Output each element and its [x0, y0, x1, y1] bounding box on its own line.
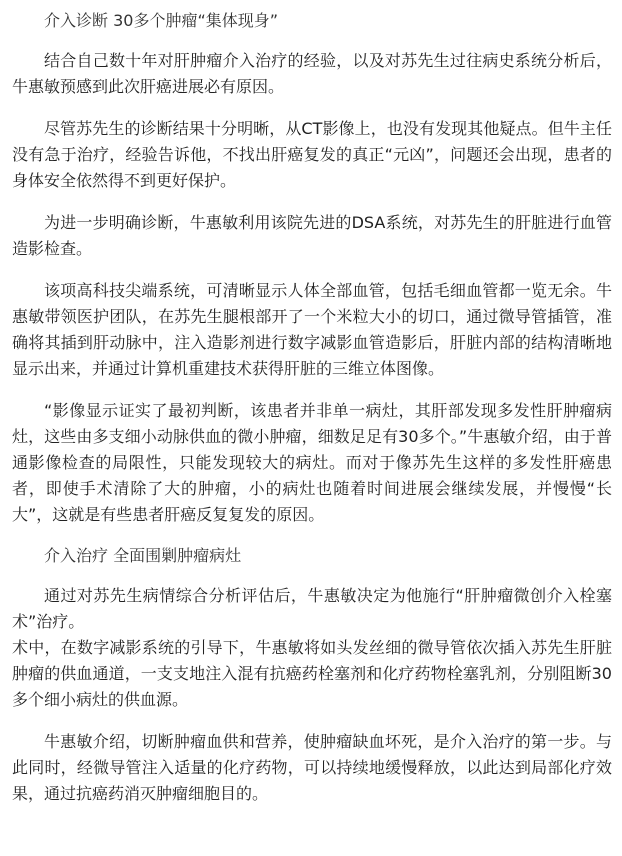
article-body [12, 8, 612, 807]
paragraph-treatment-decision: 通过对苏先生病情综合分析评估后，牛惠敏决定为他施行“肝肿瘤微创介入栓塞术”治疗。 [12, 586, 612, 631]
paragraph-dsa-examination: 为进一步明确诊断，牛惠敏利用该院先进的DSA系统，对苏先生的肝脏进行血管造影检查。 [12, 213, 612, 258]
paragraph-diagnosis-result: 尽管苏先生的诊断结果十分明晰，从CT影像上，也没有发现其他疑点。但牛主任没有急于治疗，经验告诉他，不找出肝癌复发的真正“元凶”，问题还会出现，患者的身体安全依然得不到更好保护。 [12, 119, 612, 190]
paragraph-dsa-system: 该项高科技尖端系统，可清晰显示人体全部血管，包括毛细血管都一览无余。牛惠敏带领医护团队，在苏先生腿根部开了一个米粒大小的切口，通过微导管插管，准确将其插到肝动脉中，注入造影剂进行数字减影血管造影后，肝脏内部的结构清晰地显示出来，并通过计算机重建技术获得肝脏的三维立体图像。 [12, 281, 612, 378]
section-heading-interventional-diagnosis: 介入诊断 30多个肿瘤“集体现身” [44, 11, 279, 30]
paragraph-surgery-process: 术中，在数字减影系统的引导下，牛惠敏将如头发丝细的微导管依次插入苏先生肝脏肿瘤的供血通道，一支支地注入混有抗癌药栓塞剂和化疗药物栓塞乳剂，分别阻断30多个细小病灶的供血源。 [12, 638, 612, 709]
paragraph-experience: 结合自己数十年对肝肿瘤介入治疗的经验，以及对苏先生过往病史系统分析后，牛惠敏预感到此次肝癌进展必有原因。 [12, 51, 612, 96]
paragraph-imaging-findings: “影像显示证实了最初判断，该患者并非单一病灶，其肝部发现多发性肝肿瘤病灶，这些由多支细小动脉供血的微小肿瘤，细数足足有30多个。”牛惠敏介绍，由于普通影像检查的局限性，只能发现较大的病灶。而对于像苏先生这样的多发性肝癌患者，即使手术清除了大的肿瘤，小的病灶也随着时间进展会继续发展，并慢慢“长大”，这就是有些患者肝癌反复复发的原因。 [12, 401, 612, 524]
paragraph-treatment-explanation: 牛惠敏介绍，切断肿瘤血供和营养，使肿瘤缺血坏死，是介入治疗的第一步。与此同时，经微导管注入适量的化疗药物，可以持续地缓慢释放，以此达到局部化疗效果，通过抗癌药消灭肿瘤细胞目的。 [12, 732, 612, 803]
section-heading-interventional-treatment: 介入治疗 全面围剿肿瘤病灶 [44, 546, 242, 565]
